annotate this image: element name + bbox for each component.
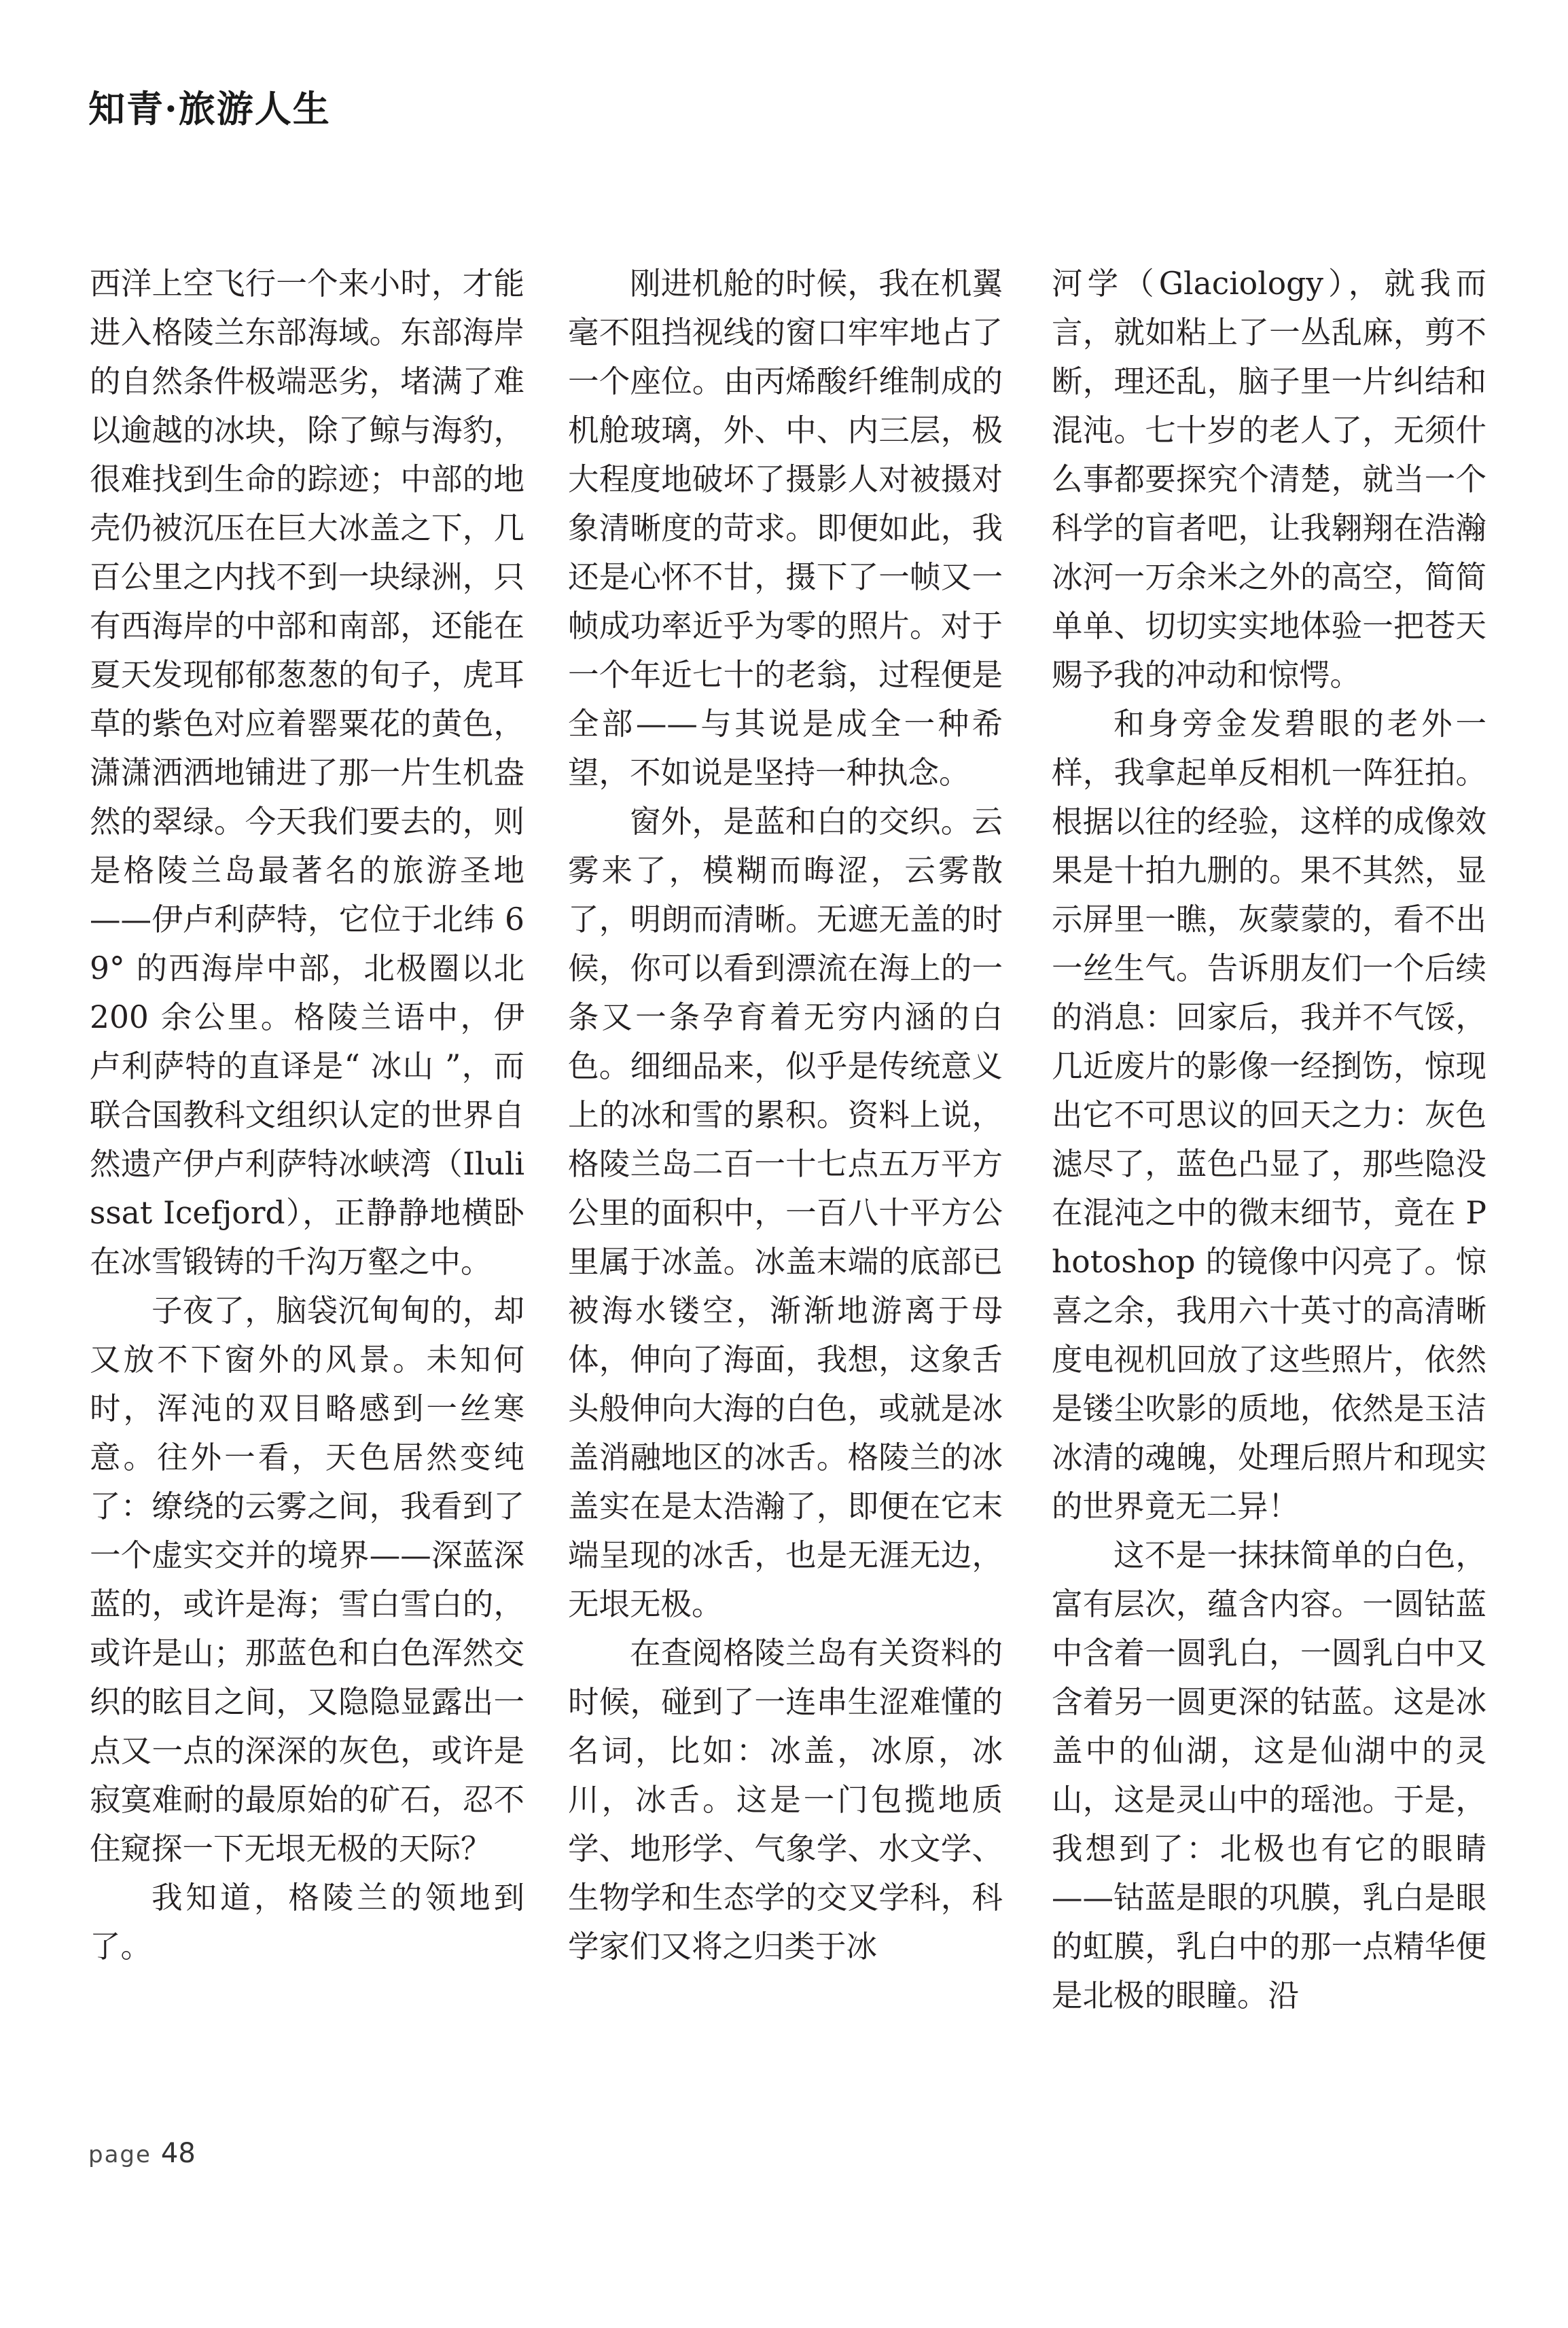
paragraph: 我知道，格陵兰的领地到了。 <box>90 1880 524 1965</box>
text-column-2 <box>568 259 1003 1971</box>
paragraph: 在查阅格陵兰岛有关资料的时候，碰到了一连串生涩难懂的名词，比如：冰盖，冰原，冰川，冰舌。这是一门包揽地质学、地形学、气象学、水文学、生物学和生态学的交叉学科，科学家们又将之归类于冰 <box>568 1635 1003 1965</box>
paragraph: 子夜了，脑袋沉甸甸的，却又放不下窗外的风景。未知何时，浑沌的双目略感到一丝寒意。往外一看，天色居然变纯了：缭绕的云雾之间，我看到了一个虚实交并的境界——深蓝深蓝的，或许是海；雪白雪白的，或许是山；那蓝色和白色浑然交织的眩目之间，又隐隐显露出一点又一点的深深的灰色，或许是寂寞难耐的最原始的矿石，忍不住窥探一下无垠无极的天际？ <box>90 1293 524 1867</box>
paragraph: 和身旁金发碧眼的老外一样，我拿起单反相机一阵狂拍。根据以往的经验，这样的成像效果是十拍九删的。果不其然，显示屏里一瞧，灰蒙蒙的，看不出一丝生气。告诉朋友们一个后续的消息：回家后，我并不气馁，几近废片的影像一经捯饬，惊现出它不可思议的回天之力：灰色滤尽了，蓝色凸显了，那些隐没在混沌之中的微末细节，竟在 Photoshop 的镜像中闪亮了。惊喜之余，我用六十英寸的高清晰度电视机回放了这些照片，依然是镂尘吹影的质地，依然是玉洁冰清的魂魄，处理后照片和现实的世界竟无二异！ <box>1052 706 1486 1524</box>
page-number: 48 <box>160 2138 196 2169</box>
text-column-1 <box>90 259 524 1971</box>
paragraph: 西洋上空飞行一个来小时，才能进入格陵兰东部海域。东部海岸的自然条件极端恶劣，堵满了难以逾越的冰块，除了鲸与海豹，很难找到生命的踪迹；中部的地壳仍被沉压在巨大冰盖之下，几百公里之内找不到一块绿洲，只有西海岸的中部和南部，还能在夏天发现郁郁葱葱的旬子，虎耳草的紫色对应着罂粟花的黄色，潇潇洒洒地铺进了那一片生机盎然的翠绿。今天我们要去的，则是格陵兰岛最著名的旅游圣地——伊卢利萨特，它位于北纬 69° 的西海岸中部，北极圈以北 200 余公里。格陵兰语中，伊卢利萨特的直译是“ 冰山 ”，而联合国教科文组织认定的世界自然遗产伊卢利萨特冰峡湾（Ilulissat Icefjord），正静静地横卧在冰雪锻铸的千沟万壑之中。 <box>90 266 524 1280</box>
paragraph: 窗外，是蓝和白的交织。云雾来了，模糊而晦涩，云雾散了，明朗而清晰。无遮无盖的时候，你可以看到漂流在海上的一条又一条孕育着无穷内涵的白色。细细品来，似乎是传统意义上的冰和雪的累积。资料上说，格陵兰岛二百一十七点五万平方公里的面积中，一百八十平方公里属于冰盖。冰盖末端的底部已被海水镂空，渐渐地游离于母体，伸向了海面，我想，这象舌头般伸向大海的白色，或就是冰盖消融地区的冰舌。格陵兰的冰盖实在是太浩瀚了，即便在它末端呈现的冰舌，也是无涯无边，无垠无极。 <box>568 804 1003 1622</box>
paragraph: 河学（Glaciology），就我而言，就如粘上了一丛乱麻，剪不断，理还乱，脑子里一片纠结和混沌。七十岁的老人了，无须什么事都要探究个清楚，就当一个科学的盲者吧，让我翱翔在浩瀚冰河一万余米之外的高空，简简单单、切切实实地体验一把苍天赐予我的冲动和惊愕。 <box>1052 266 1486 693</box>
text-column-3 <box>1052 259 1486 2020</box>
section-header: 知青·旅游人生 <box>88 87 331 130</box>
paragraph: 这不是一抹抹简单的白色，富有层次，蕴含内容。一圆钴蓝中含着一圆乳白，一圆乳白中又含着另一圆更深的钴蓝。这是冰盖中的仙湖，这是仙湖中的灵山，这是灵山中的瑶池。于是，我想到了：北极也有它的眼睛——钴蓝是眼的巩膜，乳白是眼的虹膜，乳白中的那一点精华便是北极的眼瞳。沿 <box>1052 1537 1486 2013</box>
page-footer <box>88 2133 196 2175</box>
page-label: page <box>88 2141 152 2168</box>
paragraph: 刚进机舱的时候，我在机翼毫不阻挡视线的窗口牢牢地占了一个座位。由丙烯酸纤维制成的机舱玻璃，外、中、内三层，极大程度地破坏了摄影人对被摄对象清晰度的苛求。即便如此，我还是心怀不甘，摄下了一帧又一帧成功率近乎为零的照片。对于一个年近七十的老翁，过程便是全部——与其说是成全一种希望，不如说是坚持一种执念。 <box>568 266 1003 791</box>
